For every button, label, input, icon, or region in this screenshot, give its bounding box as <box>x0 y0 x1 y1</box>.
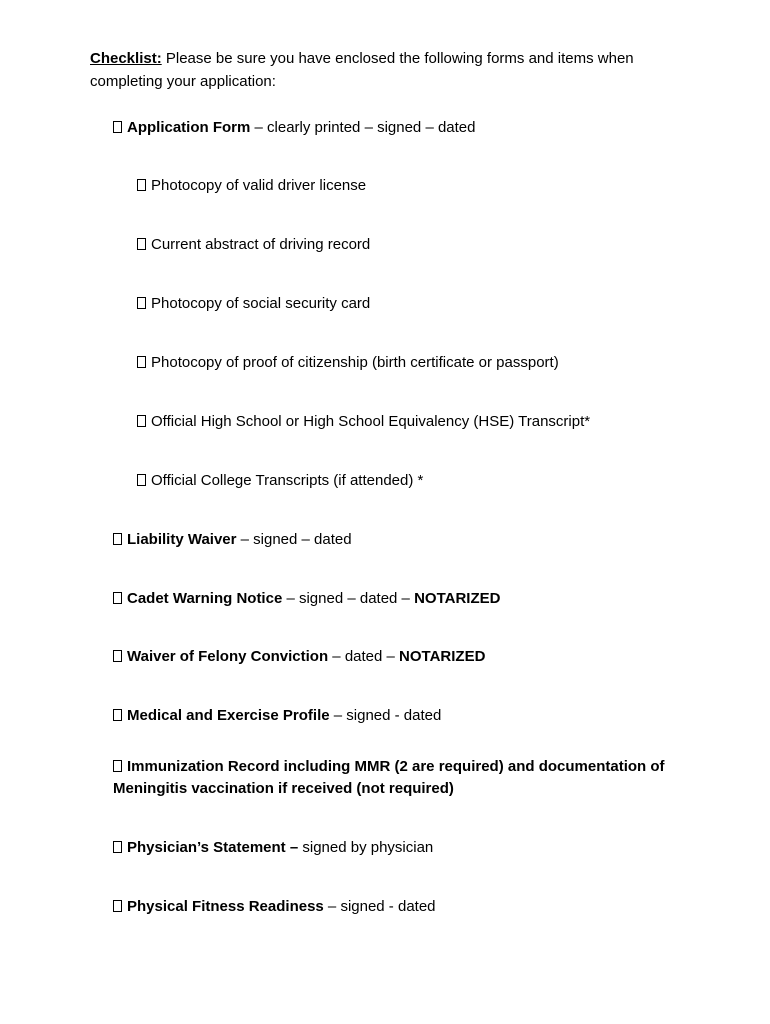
item-detail: – signed - dated <box>323 898 436 915</box>
checklist-item-cadet-warning-notice <box>113 588 500 610</box>
checklist-item-citizenship-proof <box>137 352 559 374</box>
checkbox-icon[interactable] <box>137 179 146 191</box>
item-detail: Photocopy of valid driver license <box>151 177 367 194</box>
item-bold-label: Physician’s Statement – <box>127 839 299 856</box>
checklist-item-immunization-record <box>113 756 703 800</box>
item-detail: – signed – dated – <box>282 590 415 607</box>
checklist-item-driving-record <box>137 234 370 256</box>
checklist-label: Checklist: <box>90 50 162 67</box>
checklist-item-application-form <box>113 117 476 139</box>
checklist-item-medical-exercise-profile <box>113 705 441 727</box>
checklist-item-high-school-transcript <box>137 411 590 433</box>
item-detail: Official College Transcripts (if attended) * <box>151 472 424 489</box>
item-detail: Photocopy of proof of citizenship (birth certificate or passport) <box>151 354 559 371</box>
item-detail: Current abstract of driving record <box>151 236 371 253</box>
checkbox-icon[interactable] <box>113 650 122 662</box>
checklist-item-physical-fitness-readiness <box>113 896 436 918</box>
checklist-intro <box>90 47 710 93</box>
checkbox-icon[interactable] <box>113 709 122 721</box>
checklist-item-physician-statement <box>113 837 433 859</box>
checkbox-icon[interactable] <box>113 900 122 912</box>
checkbox-icon[interactable] <box>137 297 146 309</box>
item-detail: – dated – <box>328 648 400 665</box>
checklist-item-liability-waiver <box>113 529 352 551</box>
item-bold-label: Immunization Record including MMR (2 are required) and documentation of Meningitis vaccination if received (not required) <box>113 758 665 797</box>
checklist-item-felony-waiver <box>113 646 485 668</box>
notarized-label: NOTARIZED <box>414 590 501 607</box>
item-bold-label: Cadet Warning Notice <box>127 590 283 607</box>
checkbox-icon[interactable] <box>113 760 122 772</box>
item-detail: – signed – dated <box>236 531 352 548</box>
item-detail: Photocopy of social security card <box>151 295 371 312</box>
item-bold-label: Liability Waiver <box>127 531 237 548</box>
checkbox-icon[interactable] <box>113 121 122 133</box>
item-detail: Official High School or High School Equivalency (HSE) Transcript* <box>151 413 591 430</box>
checkbox-icon[interactable] <box>113 841 122 853</box>
checkbox-icon[interactable] <box>137 238 146 250</box>
checkbox-icon[interactable] <box>137 356 146 368</box>
notarized-label: NOTARIZED <box>399 648 486 665</box>
item-bold-label: Medical and Exercise Profile <box>127 707 330 724</box>
checklist-intro-text: Please be sure you have enclosed the following forms and items when completing your application: <box>90 50 634 90</box>
checkbox-icon[interactable] <box>113 533 122 545</box>
item-bold-label: Application Form <box>127 119 251 136</box>
checklist-item-college-transcripts <box>137 470 423 492</box>
checkbox-icon[interactable] <box>113 592 122 604</box>
item-detail: – clearly printed – signed – dated <box>250 119 476 136</box>
item-bold-label: Physical Fitness Readiness <box>127 898 324 915</box>
item-bold-label: Waiver of Felony Conviction <box>127 648 329 665</box>
checkbox-icon[interactable] <box>137 415 146 427</box>
checklist-item-social-security-card <box>137 293 370 315</box>
checklist-item-driver-license <box>137 175 366 197</box>
item-detail: signed by physician <box>298 839 434 856</box>
item-detail: – signed - dated <box>329 707 442 724</box>
checkbox-icon[interactable] <box>137 474 146 486</box>
